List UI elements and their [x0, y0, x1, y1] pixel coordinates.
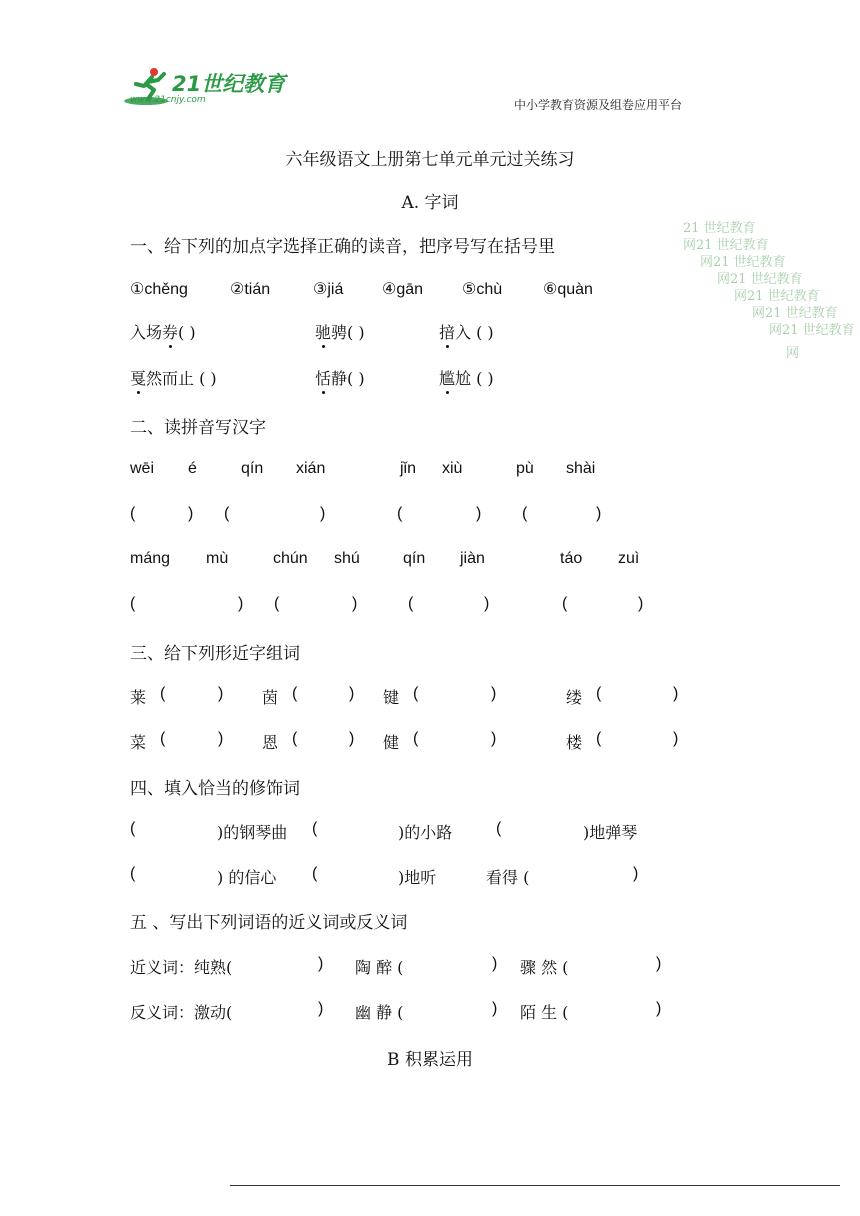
q4-heading: 四、填入恰当的修饰词: [130, 779, 300, 799]
paren-open: (: [312, 865, 318, 882]
paren-close: ): [656, 955, 662, 972]
q4-row-2: [130, 865, 830, 889]
q1-options: [130, 279, 830, 303]
paren-close: ): [656, 1000, 662, 1017]
answer-blank[interactable]: ( ): [178, 323, 196, 342]
modifier-blank[interactable]: )的钢琴曲: [217, 823, 288, 842]
synonym-item[interactable]: 陶 醉 (: [355, 958, 404, 977]
paren-open: (: [312, 820, 318, 837]
watermark-line: 网21 世纪教育: [717, 272, 803, 287]
paren-close: ): [633, 865, 639, 882]
modifier-blank[interactable]: )的小路: [398, 823, 453, 842]
paren-close: ): [492, 1000, 498, 1017]
pinyin: táo: [560, 550, 583, 567]
dotted-char: 驰: [315, 320, 331, 343]
q2-pinyin-row-2: [130, 550, 830, 574]
similar-char: 缕: [566, 688, 583, 707]
pinyin: pù: [516, 460, 534, 477]
paren-open: (: [397, 505, 403, 522]
similar-char: 健: [383, 733, 400, 752]
paren-open: (: [596, 730, 602, 747]
paren-open: (: [160, 730, 166, 747]
paren-open: (: [408, 595, 414, 612]
answer-blank[interactable]: 静( ): [331, 369, 365, 388]
pinyin: jǐn: [400, 460, 417, 477]
paren-close: ): [352, 595, 358, 612]
watermark-line: 网21 世纪教育: [752, 306, 838, 321]
paren-open: (: [413, 730, 419, 747]
paren-open: (: [496, 820, 502, 837]
similar-char: 键: [383, 688, 400, 707]
paren-close: ): [218, 730, 224, 747]
paren-open: (: [562, 595, 568, 612]
paren-open: (: [522, 505, 528, 522]
q3-row-2: [130, 730, 830, 754]
pinyin: zuì: [618, 550, 640, 567]
q1-row-1: [130, 320, 830, 344]
word-item: [439, 320, 494, 343]
q1-heading: 一、给下列的加点字选择正确的读音，把序号写在括号里: [130, 237, 555, 257]
q5-synonym-row: [130, 955, 830, 979]
pinyin: é: [188, 460, 197, 477]
similar-char: 恩: [262, 733, 279, 752]
word-item: [439, 366, 494, 389]
paren-open: (: [130, 820, 136, 837]
paren-open: (: [292, 730, 298, 747]
q5-antonym-row: [130, 1000, 830, 1024]
answer-blank[interactable]: 然而止 ( ): [146, 369, 217, 388]
section-b-title: B 积累运用: [387, 1050, 473, 1070]
watermark-line: 网21 世纪教育: [769, 323, 855, 338]
paren-open: (: [274, 595, 280, 612]
watermark-line: 网21 世纪教育: [734, 289, 820, 304]
similar-char: 楼: [566, 733, 583, 752]
option: ①chěng: [130, 281, 188, 298]
option: ④gān: [382, 281, 424, 298]
paren-open: (: [224, 505, 230, 522]
similar-char: 莱: [130, 688, 147, 707]
paren-close: ): [218, 685, 224, 702]
synonym-item[interactable]: 骤 然 (: [520, 958, 569, 977]
paren-close: ): [188, 505, 194, 522]
q3-row-1: [130, 685, 830, 709]
paren-open: (: [292, 685, 298, 702]
watermark-line: 网: [786, 346, 800, 361]
section-a-title: A. 字词: [401, 193, 459, 213]
paren-close: ): [638, 595, 644, 612]
answer-blank[interactable]: 尬 ( ): [455, 369, 494, 388]
word-item: [315, 320, 365, 343]
answer-blank[interactable]: 骋( ): [331, 323, 365, 342]
q1-row-2: [130, 366, 830, 390]
pinyin: mù: [206, 550, 229, 567]
dotted-char: 券: [162, 320, 178, 343]
paren-close: ): [673, 730, 679, 747]
paren-close: ): [484, 595, 490, 612]
q4-row-1: [130, 820, 830, 844]
q2-blank-row-1: [130, 505, 830, 529]
paren-open: (: [130, 505, 136, 522]
paren-close: ): [492, 955, 498, 972]
footer-divider: [230, 1185, 840, 1186]
paren-open: (: [160, 685, 166, 702]
site-logo: [124, 66, 294, 110]
modifier-blank[interactable]: ) 的信心: [217, 868, 277, 887]
paren-close: ): [596, 505, 602, 522]
pinyin: chún: [273, 550, 308, 567]
watermark-line: 21 世纪教育: [683, 221, 756, 236]
paren-open: (: [596, 685, 602, 702]
dotted-char: 戛: [130, 366, 146, 389]
word-item: [130, 366, 217, 389]
watermark-line: 网21 世纪教育: [683, 238, 769, 253]
dotted-char: 尴: [439, 366, 455, 389]
paren-close: ): [318, 955, 324, 972]
logo-url: www.21cnjy.com: [130, 95, 206, 105]
option: ②tián: [230, 281, 271, 298]
logo-text: 21世纪教育: [172, 72, 286, 96]
q2-heading: 二、读拼音写汉字: [130, 418, 266, 438]
header-tagline: 中小学教育资源及组卷应用平台: [514, 98, 683, 112]
word-item: [315, 366, 365, 389]
paren-close: ): [476, 505, 482, 522]
paren-open: (: [130, 865, 136, 882]
q3-heading: 三、给下列形近字组词: [130, 644, 300, 664]
pinyin: shài: [566, 460, 596, 477]
synonym-label: 近义词：纯熟(: [130, 958, 233, 977]
q2-pinyin-row-1: [130, 460, 830, 484]
antonym-label: 反义词：激动(: [130, 1003, 233, 1022]
q5-heading: 五 、写出下列词语的近义词或反义词: [130, 913, 408, 933]
dotted-char: 揞: [439, 320, 455, 343]
modifier-blank[interactable]: 看得 (: [486, 868, 530, 887]
option: ⑥quàn: [543, 281, 593, 298]
option: ⑤chù: [462, 281, 503, 298]
paren-close: ): [673, 685, 679, 702]
page-title: 六年级语文上册第七单元单元过关练习: [285, 150, 575, 170]
modifier-blank[interactable]: )地听: [398, 868, 437, 887]
paren-close: ): [318, 1000, 324, 1017]
paren-open: (: [413, 685, 419, 702]
paren-close: ): [491, 685, 497, 702]
paren-close: ): [238, 595, 244, 612]
similar-char: 茵: [262, 688, 279, 707]
word-item: [130, 320, 196, 343]
paren-close: ): [320, 505, 326, 522]
pinyin: qín: [403, 550, 426, 567]
word-prefix: 入场: [130, 323, 163, 342]
antonym-item[interactable]: 幽 静 (: [355, 1003, 404, 1022]
option: ③jiá: [313, 281, 344, 298]
dotted-char: 恬: [315, 366, 331, 389]
paren-open: (: [130, 595, 136, 612]
antonym-item[interactable]: 陌 生 (: [520, 1003, 569, 1022]
answer-blank[interactable]: 入 ( ): [455, 323, 494, 342]
pinyin: shú: [334, 550, 360, 567]
pinyin: máng: [130, 550, 171, 567]
pinyin: jiàn: [460, 550, 485, 567]
paren-close: ): [349, 685, 355, 702]
pinyin: xián: [296, 460, 326, 477]
paren-close: ): [349, 730, 355, 747]
watermark-line: 网21 世纪教育: [700, 255, 786, 270]
modifier-blank[interactable]: )地弹琴: [583, 823, 638, 842]
q2-blank-row-2: [130, 595, 830, 619]
pinyin: xiù: [442, 460, 463, 477]
pinyin: qín: [241, 460, 264, 477]
pinyin: wēi: [130, 460, 155, 477]
similar-char: 菜: [130, 733, 147, 752]
paren-close: ): [491, 730, 497, 747]
